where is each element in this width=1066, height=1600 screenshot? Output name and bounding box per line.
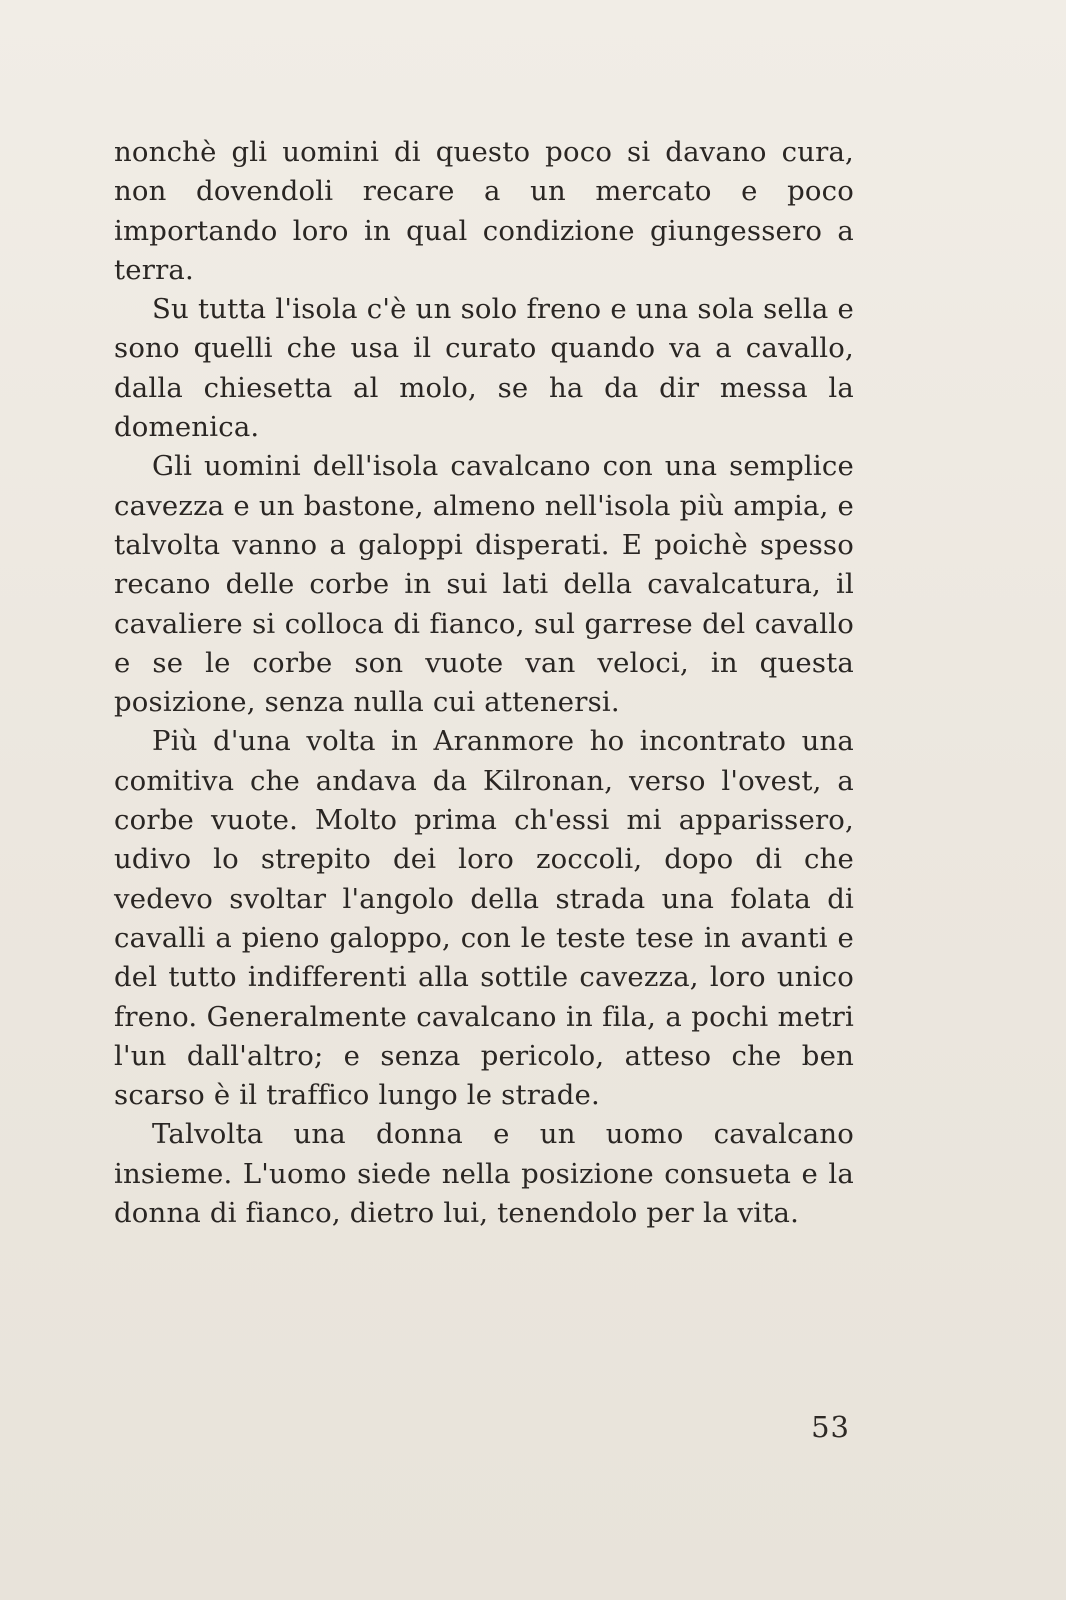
paragraph-aranmore: Più d'una volta in Aranmore ho incontrato una comitiva che andava da Kilronan, verso l'ovest, a corbe vuote. Molto prima ch'essi mi apparissero, udivo lo strepito dei loro zoccoli, dopo di che vedevo svoltar l'angolo della strada una folata di cavalli a pieno galoppo, con le teste tese in avanti e del tutto indifferenti alla sottile cavezza, loro unico freno. Generalmente cavalcano in fila, a pochi metri l'un dall'altro; e senza pericolo, atteso che ben scarso è il traffico lungo le strade. — [114, 725, 854, 1112]
paragraph-cavalcano: Gli uomini dell'isola cavalcano con una semplice cavezza e un bastone, almeno nell'isola più ampia, e talvolta vanno a galoppi disperati. E poichè spesso recano delle corbe in sui lati della cavalcatura, il cavaliere si colloca di fianco, sul garrese del cavallo e se le corbe son vuote van veloci, in questa posizione, senza nulla cui attenersi. — [114, 450, 854, 719]
page-number: 53 — [811, 1410, 850, 1444]
paragraph-continued: nonchè gli uomini di questo poco si davano cura, non dovendoli recare a un mercato e poco importando loro in qual condizione giungessero a terra. — [114, 136, 854, 286]
paragraph-freno: Su tutta l'isola c'è un solo freno e una sola sella e sono quelli che usa il curato quando va a cavallo, dalla chiesetta al molo, se ha da dir messa la domenica. — [114, 293, 854, 444]
paragraph-donna: Talvolta una donna e un uomo cavalcano insieme. L'uomo siede nella posizione consueta e la donna di fianco, dietro lui, tenendolo per la vita. — [114, 1118, 854, 1230]
body-text — [114, 133, 854, 1233]
